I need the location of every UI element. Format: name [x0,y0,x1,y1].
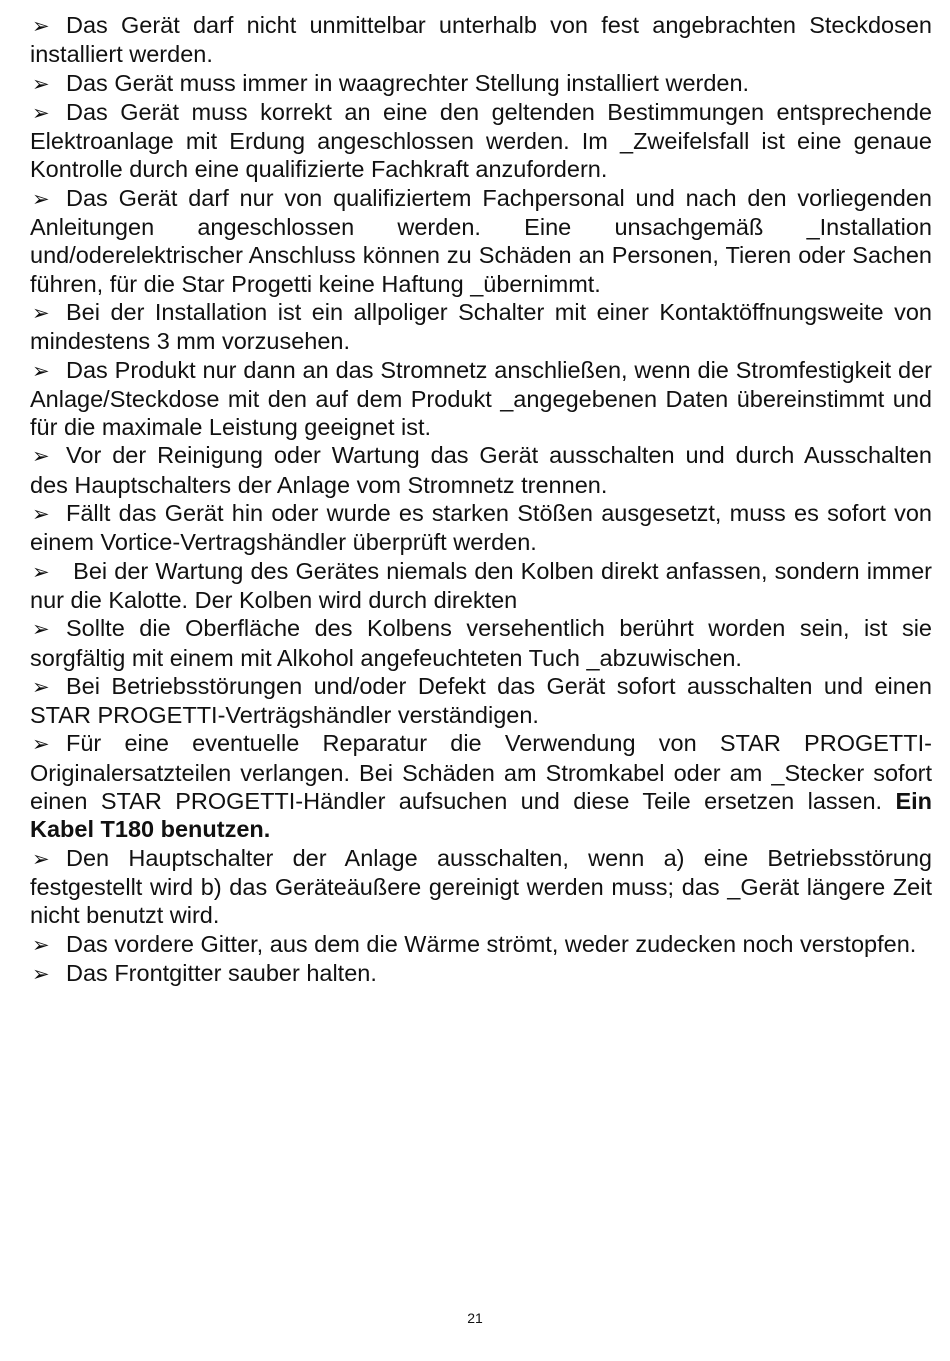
list-item-text: Vor der Reinigung oder Wartung das Gerät ausschalten und durch Ausschalten des Hauptschalters der Anlage vom Stromnetz trennen. [30,442,932,498]
arrow-bullet-icon: ➢ [32,444,50,469]
arrow-bullet-icon: ➢ [32,502,50,527]
list-item [30,557,932,615]
list-item-text: Bei der Installation ist ein allpoliger Schalter mit einer Kontaktöffnungsweite von mindestens 3 mm vorzusehen. [30,298,932,355]
list-item-text: Für eine eventuelle Reparatur die Verwendung von STAR PROGETTI-Originalersatzteilen verlangen. Bei Schäden am Stromkabel oder am _Stecker sofort einen STAR PROGETTI-Händler aufsuchen und diese Teile ersetzen lassen. [30,730,932,815]
list-item-text: Das Frontgitter sauber halten. [66,959,377,986]
list-item [30,844,932,930]
list-item-text: Das Gerät muss korrekt an eine den geltenden Bestimmungen entsprechende Elektroanlage mit Erdung angeschlossen werden. Im _Zweifelsfall ist eine genaue Kontrolle durch eine qualifizierte Fachkraft anzufordern. [30,98,932,183]
list-item [30,441,932,499]
arrow-bullet-icon: ➢ [32,846,50,871]
arrow-bullet-icon: ➢ [32,559,50,584]
list-item [30,672,932,730]
list-item-text: Bei Betriebsstörungen und/oder Defekt das Gerät sofort ausschalten und einen STAR PROGETTI-Verträgshändler verständigen. [30,672,932,729]
arrow-bullet-icon: ➢ [32,932,50,957]
list-item-text: Bei der Wartung des Gerätes niemals den Kolben direkt anfassen, sondern immer nur die Kalotte. Der Kolben wird durch direkten [30,557,932,613]
arrow-bullet-icon: ➢ [32,961,50,986]
arrow-bullet-icon: ➢ [32,71,50,96]
safety-instructions-list [30,11,932,988]
list-item [30,356,932,442]
list-item [30,98,932,184]
arrow-bullet-icon: ➢ [32,186,50,211]
list-item-text: Das Gerät darf nur von qualifiziertem Fachpersonal und nach den vorliegenden Anleitungen angeschlossen werden. Eine unsachgemäß _Installation und/oderelektrischer Anschluss können zu Schäden an Personen, Tieren oder Sachen führen, für die Star Progetti keine Haftung _übernimmt. [30,184,932,297]
list-item [30,499,932,557]
list-item-text: Fällt das Gerät hin oder wurde es starken Stößen ausgesetzt, muss es sofort von einem Vortice-Vertragshändler überprüft werden. [30,500,932,556]
cable-type-note: Ein Kabel T180 benutzen. [30,788,932,843]
list-item [30,959,932,988]
arrow-bullet-icon: ➢ [32,100,50,125]
list-item-text: Das Gerät muss immer in waagrechter Stellung installiert werden. [66,69,750,96]
arrow-bullet-icon: ➢ [32,617,50,642]
list-item [30,298,932,356]
list-item [30,930,932,959]
arrow-bullet-icon: ➢ [32,358,50,383]
list-item [30,11,932,69]
list-item [30,729,932,843]
list-item [30,69,932,98]
list-item-text: Das Gerät darf nicht unmittelbar unterhalb von fest angebrachten Steckdosen installiert werden. [30,12,932,68]
arrow-bullet-icon: ➢ [32,674,50,699]
list-item [30,184,932,298]
arrow-bullet-icon: ➢ [32,14,50,38]
arrow-bullet-icon: ➢ [32,732,50,757]
list-item-text: Das Produkt nur dann an das Stromnetz anschließen, wenn die Stromfestigkeit der Anlage/Steckdose mit den auf dem Produkt _angegebenen Daten übereinstimmt und für die maximale Leistung geeignet ist. [30,356,932,441]
arrow-bullet-icon: ➢ [32,300,50,325]
list-item-text: Den Hauptschalter der Anlage ausschalten, wenn a) eine Betriebsstörung festgestellt wird b) das Geräteäußere gereinigt werden muss; das _Gerät längere Zeit nicht benutzt wird. [30,844,932,929]
list-item-text: Das vordere Gitter, aus dem die Wärme strömt, weder zudecken noch verstopfen. [66,930,917,957]
list-item [30,614,932,672]
page-number: 21 [467,1310,483,1326]
list-item-text: Sollte die Oberfläche des Kolbens versehentlich berührt worden sein, ist sie sorgfältig mit einem mit Alkohol angefeuchteten Tuch _abzuwischen. [30,615,932,671]
